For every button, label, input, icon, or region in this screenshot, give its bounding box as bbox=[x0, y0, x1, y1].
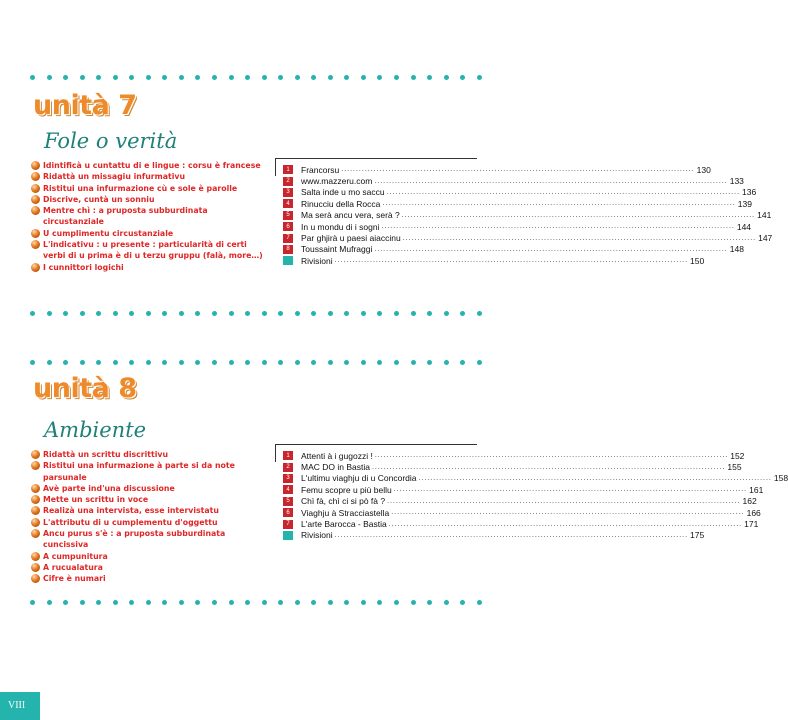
toc-row bbox=[283, 255, 705, 266]
dot bbox=[129, 75, 134, 80]
toc-page-number: 147 bbox=[758, 233, 773, 244]
topic-text: Realizà una intervista, esse intervistatu bbox=[43, 506, 219, 516]
toc-dot-leader: ........................................................................................................................ bbox=[388, 520, 743, 528]
toc-page-number: 152 bbox=[730, 450, 745, 461]
toc-dot-leader: ........................................................................................................................ bbox=[374, 177, 728, 185]
toc-dot-leader: ........................................................................................................................ bbox=[334, 257, 689, 265]
toc-row bbox=[283, 232, 773, 244]
bullet-ball-icon bbox=[31, 206, 40, 215]
toc-dot-leader: ........................................................................................................................ bbox=[381, 223, 735, 231]
toc-dot-leader: ........................................................................................................................ bbox=[371, 463, 726, 471]
bullet-ball-icon bbox=[31, 161, 40, 170]
dot bbox=[477, 75, 482, 80]
toc-page-number: 155 bbox=[727, 462, 742, 473]
toc-chapter-title: Francorsu bbox=[301, 164, 340, 175]
dot bbox=[96, 311, 101, 316]
toc-dot-leader: ........................................................................................................................ bbox=[382, 200, 736, 208]
dot bbox=[278, 311, 283, 316]
topic-text: U cumplimentu circustanziale bbox=[43, 228, 174, 238]
dot bbox=[427, 360, 432, 365]
dot bbox=[47, 75, 52, 80]
dot bbox=[477, 360, 482, 365]
dot bbox=[295, 600, 300, 605]
bullet-ball-icon bbox=[31, 450, 40, 459]
toc-row bbox=[283, 244, 744, 255]
topic-item bbox=[31, 494, 271, 505]
dot bbox=[328, 360, 333, 365]
dot bbox=[30, 311, 35, 316]
dot bbox=[113, 311, 118, 316]
toc-chapter-title: L'arte Barocca - Bastia bbox=[301, 519, 387, 530]
topic-item bbox=[31, 239, 271, 262]
topic-text: Ancu purus s'è : a pruposta subburdinata cuncissiva bbox=[43, 529, 226, 550]
topic-item bbox=[31, 483, 271, 494]
toc-chapter-title: Par ghjirà u paesi aiaccinu bbox=[301, 233, 401, 244]
unit-8-title: unità 8 bbox=[33, 373, 137, 404]
topic-item bbox=[31, 205, 271, 228]
toc-page-number: 130 bbox=[696, 164, 711, 175]
dot bbox=[394, 75, 399, 80]
unit-8-toc-bracket-side bbox=[275, 444, 276, 462]
topic-text: L'indicativu : u presente : particularità di certi verbi di u prima è di u terzu gruppu (falà, more…) bbox=[43, 240, 263, 261]
dot bbox=[311, 311, 316, 316]
toc-dot-leader: ........................................................................................................................ bbox=[401, 211, 756, 219]
dot bbox=[212, 311, 217, 316]
toc-dot-leader: ........................................................................................................................ bbox=[374, 245, 728, 253]
unit-8-topics bbox=[31, 449, 271, 585]
dot bbox=[80, 360, 85, 365]
unit-7-topics bbox=[31, 160, 271, 273]
dot bbox=[229, 311, 234, 316]
dot bbox=[113, 75, 118, 80]
toc-row bbox=[283, 530, 705, 541]
toc-row bbox=[283, 473, 788, 484]
dot bbox=[47, 311, 52, 316]
toc-chapter-title: Salta inde u mo saccu bbox=[301, 187, 385, 198]
dot bbox=[229, 360, 234, 365]
dot bbox=[344, 600, 349, 605]
dot bbox=[162, 600, 167, 605]
dot bbox=[113, 360, 118, 365]
toc-row bbox=[283, 187, 757, 198]
topic-item bbox=[31, 505, 271, 516]
dot bbox=[146, 75, 151, 80]
dot bbox=[162, 311, 167, 316]
toc-row bbox=[283, 210, 772, 221]
topic-text: Cifre è numari bbox=[43, 574, 106, 584]
bullet-ball-icon bbox=[31, 184, 40, 193]
dot bbox=[328, 600, 333, 605]
dot bbox=[328, 311, 333, 316]
toc-row bbox=[283, 496, 757, 507]
toc-chapter-number: 2 bbox=[283, 177, 293, 186]
dot bbox=[146, 360, 151, 365]
dot bbox=[460, 311, 465, 316]
dot bbox=[377, 600, 382, 605]
toc-row bbox=[283, 461, 742, 473]
bullet-ball-icon bbox=[31, 195, 40, 204]
bullet-ball-icon bbox=[31, 484, 40, 493]
topic-item bbox=[31, 573, 271, 584]
topic-text: L'attributu di u cumplementu d'oggettu bbox=[43, 517, 218, 527]
bullet-ball-icon bbox=[31, 574, 40, 583]
topic-item bbox=[31, 517, 271, 528]
toc-row bbox=[283, 221, 752, 232]
dot bbox=[278, 75, 283, 80]
dot bbox=[411, 360, 416, 365]
dot bbox=[63, 360, 68, 365]
topic-item bbox=[31, 562, 271, 573]
dot bbox=[311, 600, 316, 605]
dot bbox=[344, 311, 349, 316]
toc-chapter-title: Femu scopre u più bellu bbox=[301, 484, 392, 495]
dot bbox=[394, 311, 399, 316]
unit-8-toc-bracket-top bbox=[275, 444, 477, 445]
page-number-tab bbox=[0, 692, 40, 720]
topic-item bbox=[31, 449, 271, 460]
dot bbox=[411, 600, 416, 605]
dot bbox=[96, 75, 101, 80]
dot bbox=[212, 600, 217, 605]
topic-text: Ristitui una infurmazione cù e sole è parolle bbox=[43, 183, 238, 193]
topic-item bbox=[31, 228, 271, 239]
dot bbox=[96, 600, 101, 605]
dot bbox=[245, 75, 250, 80]
dot bbox=[245, 600, 250, 605]
toc-page-number: 136 bbox=[742, 187, 757, 198]
dot bbox=[245, 311, 250, 316]
dot bbox=[328, 75, 333, 80]
topic-item bbox=[31, 183, 271, 194]
dot bbox=[47, 600, 52, 605]
toc-page-number: 150 bbox=[690, 255, 705, 266]
bullet-ball-icon bbox=[31, 563, 40, 572]
bullet-ball-icon bbox=[31, 506, 40, 515]
topic-text: Mentre chì : a pruposta subburdinata circustanziale bbox=[43, 206, 208, 227]
page-number: VIII bbox=[8, 700, 26, 711]
dot bbox=[377, 311, 382, 316]
toc-chapter-number: 8 bbox=[283, 245, 293, 254]
toc-row bbox=[283, 164, 711, 175]
dot bbox=[262, 600, 267, 605]
topic-text: Discrive, cuntà un sonniu bbox=[43, 194, 155, 204]
bullet-ball-icon bbox=[31, 263, 40, 272]
unit-7-subtitle: Fole o verità bbox=[44, 129, 178, 153]
toc-dot-leader: ........................................................................................................................ bbox=[341, 166, 695, 174]
unit-7-toc-bracket-side bbox=[275, 158, 276, 176]
dot bbox=[96, 360, 101, 365]
unit-7-toc-bracket-top bbox=[275, 158, 477, 159]
dot bbox=[460, 360, 465, 365]
toc-page-number: 144 bbox=[736, 221, 752, 232]
dot bbox=[394, 360, 399, 365]
toc-chapter-title: Toussaint Mufraggi bbox=[301, 244, 373, 255]
topic-text: Idintificà u cuntattu di e lingue : corsu è francese bbox=[43, 161, 261, 170]
dot bbox=[195, 311, 200, 316]
dot bbox=[444, 311, 449, 316]
dot bbox=[361, 360, 366, 365]
toc-dot-leader: ........................................................................................................................ bbox=[386, 188, 741, 196]
toc-chapter-title: In u mondu di i sogni bbox=[301, 221, 380, 232]
toc-page-number: 158 bbox=[773, 473, 788, 484]
dot bbox=[444, 600, 449, 605]
dot bbox=[195, 600, 200, 605]
toc-dot-leader: ........................................................................................................................ bbox=[393, 486, 748, 494]
dot bbox=[427, 311, 432, 316]
dot bbox=[30, 360, 35, 365]
dot bbox=[63, 75, 68, 80]
toc-chapter-number: 4 bbox=[283, 485, 293, 494]
toc-chapter-title: Rivisioni bbox=[301, 255, 333, 266]
dot bbox=[411, 311, 416, 316]
dot bbox=[377, 75, 382, 80]
toc-row bbox=[283, 198, 752, 209]
toc-chapter-number bbox=[283, 531, 293, 540]
dot bbox=[179, 75, 184, 80]
dot-divider-bottom bbox=[30, 598, 482, 606]
toc-dot-leader: ........................................................................................................................ bbox=[374, 452, 729, 460]
toc-dot-leader: ........................................................................................................................ bbox=[391, 509, 745, 517]
dot bbox=[195, 360, 200, 365]
toc-row bbox=[283, 518, 759, 530]
toc-page-number: 161 bbox=[749, 484, 764, 495]
toc-chapter-number: 5 bbox=[283, 211, 293, 220]
bullet-ball-icon bbox=[31, 518, 40, 527]
dot bbox=[311, 75, 316, 80]
dot bbox=[444, 75, 449, 80]
dot bbox=[30, 75, 35, 80]
toc-chapter-title: MAC DO in Bastia bbox=[301, 462, 370, 473]
dot bbox=[460, 75, 465, 80]
bullet-ball-icon bbox=[31, 552, 40, 561]
toc-chapter-number: 3 bbox=[283, 474, 293, 483]
bullet-ball-icon bbox=[31, 529, 40, 538]
dot bbox=[477, 600, 482, 605]
toc-chapter-number: 1 bbox=[283, 451, 293, 460]
topic-item bbox=[31, 551, 271, 562]
dot bbox=[229, 75, 234, 80]
dot bbox=[427, 75, 432, 80]
bullet-ball-icon bbox=[31, 495, 40, 504]
dot bbox=[411, 75, 416, 80]
dot bbox=[311, 360, 316, 365]
topic-text: Avè parte ind'una discussione bbox=[43, 483, 175, 493]
unit-8-subtitle: Ambiente bbox=[44, 418, 147, 442]
toc-chapter-number: 1 bbox=[283, 165, 293, 174]
toc-chapter-title: Rinucciu della Rocca bbox=[301, 198, 381, 209]
unit-7-title: unità 7 bbox=[33, 90, 137, 121]
toc-chapter-number: 7 bbox=[283, 234, 293, 243]
dot bbox=[212, 75, 217, 80]
dot bbox=[295, 75, 300, 80]
dot bbox=[262, 360, 267, 365]
toc-chapter-number: 6 bbox=[283, 222, 293, 231]
toc-chapter-number: 4 bbox=[283, 199, 293, 208]
topic-item bbox=[31, 528, 271, 551]
toc-page-number: 171 bbox=[744, 519, 759, 530]
toc-page-number: 175 bbox=[690, 530, 705, 541]
dot-divider-top bbox=[30, 73, 482, 81]
toc-row bbox=[283, 175, 744, 187]
toc-chapter-title: Viaghju à Stracciastella bbox=[301, 507, 390, 518]
toc-row bbox=[283, 507, 761, 518]
toc-page-number: 141 bbox=[757, 210, 772, 221]
topic-item bbox=[31, 262, 271, 273]
topic-text: I cunnittori logichi bbox=[43, 262, 124, 272]
dot bbox=[63, 600, 68, 605]
toc-chapter-title: Rivisioni bbox=[301, 530, 333, 541]
dot bbox=[444, 360, 449, 365]
toc-page-number: 139 bbox=[737, 198, 752, 209]
dot bbox=[361, 600, 366, 605]
bullet-ball-icon bbox=[31, 172, 40, 181]
topic-text: Ridattà un scrittu discrittivu bbox=[43, 450, 169, 459]
dot bbox=[361, 75, 366, 80]
toc-dot-leader: ........................................................................................................................ bbox=[334, 531, 689, 539]
toc-chapter-number: 3 bbox=[283, 188, 293, 197]
toc-chapter-title: Attenti à i gugozzi ! bbox=[301, 450, 373, 461]
topic-text: A rucualatura bbox=[43, 562, 103, 572]
topic-item bbox=[31, 194, 271, 205]
dot bbox=[361, 311, 366, 316]
toc-chapter-title: www.mazzeru.com bbox=[301, 176, 373, 187]
dot-divider-middle-2 bbox=[30, 358, 482, 366]
toc-dot-leader: ........................................................................................................................ bbox=[402, 234, 757, 242]
toc-page-number: 133 bbox=[729, 176, 744, 187]
bullet-ball-icon bbox=[31, 240, 40, 249]
dot bbox=[245, 360, 250, 365]
dot bbox=[129, 600, 134, 605]
dot bbox=[179, 360, 184, 365]
toc-chapter-number bbox=[283, 256, 293, 265]
dot bbox=[295, 311, 300, 316]
toc-chapter-title: Chì fà, chì ci si pò fà ? bbox=[301, 496, 386, 507]
dot bbox=[262, 311, 267, 316]
dot bbox=[162, 75, 167, 80]
dot bbox=[394, 600, 399, 605]
dot bbox=[195, 75, 200, 80]
toc-page-number: 148 bbox=[729, 244, 744, 255]
dot bbox=[113, 600, 118, 605]
toc-dot-leader: ........................................................................................................................ bbox=[387, 497, 741, 505]
dot bbox=[30, 600, 35, 605]
dot bbox=[212, 360, 217, 365]
topic-item bbox=[31, 171, 271, 182]
dot bbox=[146, 311, 151, 316]
dot bbox=[80, 311, 85, 316]
dot bbox=[295, 360, 300, 365]
toc-page-number: 166 bbox=[746, 507, 761, 518]
dot bbox=[179, 311, 184, 316]
topic-text: A cumpunitura bbox=[43, 551, 108, 561]
bullet-ball-icon bbox=[31, 461, 40, 470]
dot bbox=[47, 360, 52, 365]
unit-7-toc bbox=[283, 164, 773, 267]
dot bbox=[63, 311, 68, 316]
dot bbox=[344, 360, 349, 365]
toc-row bbox=[283, 450, 745, 461]
dot bbox=[129, 360, 134, 365]
dot bbox=[460, 600, 465, 605]
toc-chapter-number: 6 bbox=[283, 508, 293, 517]
dot bbox=[146, 600, 151, 605]
bullet-ball-icon bbox=[31, 229, 40, 238]
dot bbox=[377, 360, 382, 365]
toc-chapter-title: Ma serà ancu vera, serà ? bbox=[301, 210, 400, 221]
dot-divider-middle-1 bbox=[30, 309, 482, 317]
topic-item bbox=[31, 460, 271, 483]
dot bbox=[229, 600, 234, 605]
dot bbox=[179, 600, 184, 605]
dot bbox=[80, 600, 85, 605]
dot bbox=[477, 311, 482, 316]
topic-text: Ristitui una infurmazione à parte si da note parsunale bbox=[43, 461, 235, 482]
unit-8-toc bbox=[283, 450, 788, 541]
dot bbox=[129, 311, 134, 316]
topic-item bbox=[31, 160, 271, 171]
dot bbox=[278, 360, 283, 365]
toc-row bbox=[283, 484, 764, 495]
topic-text: Mette un scrittu in voce bbox=[43, 495, 149, 505]
dot bbox=[262, 75, 267, 80]
topic-text: Ridattà un missagiu infurmativu bbox=[43, 172, 186, 182]
dot bbox=[278, 600, 283, 605]
toc-chapter-title: L'ultimu viaghju di u Concordia bbox=[301, 473, 417, 484]
toc-chapter-number: 7 bbox=[283, 520, 293, 529]
toc-page-number: 162 bbox=[742, 496, 757, 507]
dot bbox=[427, 600, 432, 605]
toc-chapter-number: 5 bbox=[283, 497, 293, 506]
dot bbox=[344, 75, 349, 80]
toc-chapter-number: 2 bbox=[283, 463, 293, 472]
dot bbox=[80, 75, 85, 80]
dot bbox=[162, 360, 167, 365]
toc-dot-leader: ........................................................................................................................ bbox=[418, 474, 772, 482]
